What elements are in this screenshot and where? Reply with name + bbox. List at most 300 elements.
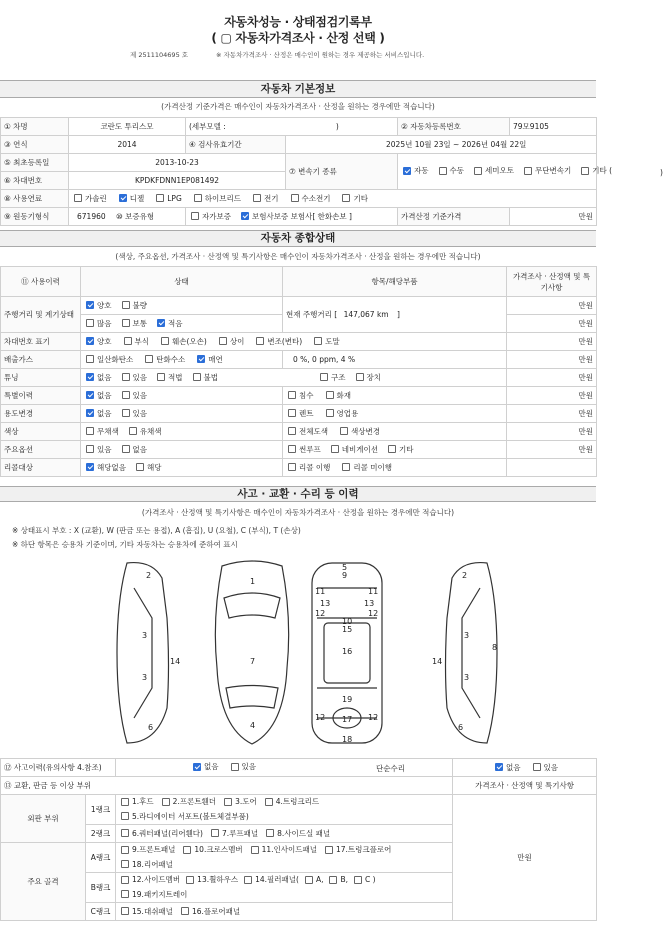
checkbox-17-트렁크플로어[interactable] [323, 843, 391, 856]
empty-box-icon[interactable] [121, 907, 129, 915]
checkbox-label: 19.패키지트레이 [132, 889, 188, 899]
checkbox-수동[interactable] [437, 164, 465, 178]
dn-2b: 2 [462, 571, 468, 580]
empty-box-icon[interactable] [266, 829, 274, 837]
empty-box-icon[interactable] [156, 194, 164, 202]
dn-12b: 12 [368, 609, 379, 618]
checked-box-icon[interactable] [86, 337, 94, 345]
front-windshield [224, 593, 280, 618]
price-unit: 만원 [507, 369, 597, 387]
dn-15: 15 [342, 625, 353, 634]
mileage-label: 주행거리 및 계기상태 [1, 297, 81, 333]
checkbox-label: A, [315, 875, 324, 884]
price-unit: 만원 [507, 333, 597, 351]
legend-basis: ※ 하단 항목은 승용차 기준이며, 기타 자동차는 승용차에 준하여 표시 [12, 540, 238, 549]
vin-mark-label: 차대번호 표기 [1, 333, 81, 351]
dn-3b: 3 [142, 673, 148, 682]
checkbox-label: 7.루프패널 [221, 828, 259, 838]
mileage-value: 147,067 km [343, 310, 389, 319]
empty-box-icon[interactable] [288, 427, 296, 435]
empty-box-icon[interactable] [342, 194, 350, 202]
dn-12a: 12 [315, 609, 326, 618]
checkbox-label: 9.프론트패널 [132, 845, 176, 854]
status-table [0, 266, 597, 477]
checkbox-label: 많음 [97, 318, 112, 328]
price-unit: 만원 [507, 387, 597, 405]
checkbox-있음[interactable] [120, 408, 148, 419]
checkbox-해당없음[interactable] [84, 462, 126, 473]
checkbox-label: 없음 [97, 408, 112, 418]
col-usage: ⑪ 사용이력 [1, 267, 81, 297]
empty-box-icon[interactable] [524, 167, 532, 175]
checkbox-label: 해당 [146, 462, 162, 472]
empty-box-icon[interactable] [193, 373, 201, 381]
checkbox-label: 5.라디에이터 서포트(볼트체결부품) [132, 811, 249, 821]
inspection-value: 2025년 10월 23일 ~ 2026년 04월 22일 [286, 136, 597, 154]
checkbox-무채색[interactable] [84, 426, 119, 437]
dn-19: 19 [342, 695, 353, 704]
engine-label: ⑨ 원동기형식 [1, 208, 69, 226]
empty-box-icon[interactable] [305, 876, 313, 884]
checkbox-label: 13.휠하우스 [197, 875, 239, 884]
checkbox-10-크로스멤버[interactable] [181, 843, 242, 856]
checkbox-많음[interactable] [84, 318, 112, 329]
empty-box-icon[interactable] [288, 463, 296, 471]
price-unit: 만원 [510, 208, 597, 226]
empty-box-icon[interactable] [121, 846, 129, 854]
dn-8: 8 [492, 643, 498, 652]
checkbox-2-프론트휀더[interactable] [160, 795, 216, 808]
checkbox-하이브리드[interactable] [192, 193, 241, 204]
checkbox-리콜-이행[interactable] [286, 462, 330, 473]
checkbox-C[interactable] [352, 873, 376, 886]
checkbox-기타[interactable] [579, 164, 612, 178]
checkbox-3-도어[interactable] [222, 795, 257, 808]
checkbox-13-휠하우스[interactable] [184, 873, 238, 886]
checkbox-label: 6.쿼터패널(리어휀다) [132, 828, 203, 838]
checkbox-label: 1.후드 [132, 797, 154, 806]
accident-note: (가격조사 · 산정액 및 특기사항은 매수인이 자동차가격조사 · 산정을 원하는 경우에만 적습니다) [141, 508, 455, 517]
front-view-body [215, 561, 288, 744]
left-side-body [117, 563, 169, 743]
empty-box-icon[interactable] [124, 337, 132, 345]
checkbox-훼손-오손[interactable] [159, 336, 207, 347]
checkbox-일산화탄소[interactable] [84, 354, 133, 365]
mileage-value-cell [283, 297, 507, 333]
checkbox-label: 전체도색 [299, 426, 328, 436]
checkbox-label: 수소전기 [301, 193, 331, 203]
right-side-body [446, 563, 498, 743]
checkbox-유채색[interactable] [127, 426, 162, 437]
empty-box-icon[interactable] [211, 829, 219, 837]
empty-box-icon[interactable] [224, 798, 232, 806]
checkbox-8-사이드실-패널[interactable] [264, 828, 330, 839]
dn-3d: 3 [464, 673, 470, 682]
checkbox-12-사이드멤버[interactable] [119, 873, 180, 886]
checkbox-썬루프[interactable] [286, 444, 321, 455]
rank1-items [116, 795, 453, 825]
empty-box-icon[interactable] [121, 860, 129, 868]
empty-box-icon[interactable] [161, 337, 169, 345]
checkbox-탄화수소[interactable] [143, 354, 185, 365]
checkbox-label: 16.플로어패널 [191, 906, 241, 916]
checkbox-6-쿼터패널-리어휀다[interactable] [119, 828, 203, 839]
empty-box-icon[interactable] [251, 846, 259, 854]
checkbox-label: 있음 [132, 372, 147, 382]
empty-box-icon[interactable] [121, 798, 129, 806]
empty-box-icon[interactable] [231, 763, 239, 771]
checkbox-수소전기[interactable] [289, 193, 331, 204]
page-subtitle: ( ▢ 자동차가격조사 · 산정 선택 ) [211, 31, 385, 45]
fuel-options [69, 190, 597, 208]
checkbox-없음[interactable] [120, 444, 148, 455]
dn-10: 10 [342, 617, 353, 626]
checkbox-없음[interactable] [84, 390, 112, 401]
checkbox-label: 17.트렁크플로어 [335, 845, 392, 854]
empty-box-icon[interactable] [122, 301, 130, 309]
tuning-label: 튜닝 [1, 369, 81, 387]
checkbox-label: B, [340, 875, 348, 884]
dn-4: 4 [250, 721, 256, 730]
checkbox-label: 훼손(오손) [172, 336, 207, 346]
transmission-label: ⑦ 변속기 종류 [286, 154, 398, 190]
checkbox-label: 8.사이드실 패널 [277, 828, 331, 838]
accident-table [0, 758, 597, 921]
checkbox-label: 보험사보증 보험사[ 한화손보 ] [251, 211, 352, 221]
checkbox-label: 일산화탄소 [97, 354, 134, 364]
empty-box-icon[interactable] [533, 763, 541, 771]
dn-18: 18 [342, 735, 353, 744]
checked-box-icon[interactable] [86, 463, 94, 471]
checkbox-불량[interactable] [120, 300, 148, 311]
empty-box-icon[interactable] [256, 337, 264, 345]
empty-box-icon[interactable] [356, 373, 364, 381]
checkbox-상이[interactable] [217, 336, 245, 347]
car-name-label: ① 차명 [1, 118, 69, 136]
dn-11b: 11 [368, 587, 379, 596]
detail-model-label: (세부모델 : [189, 122, 226, 131]
checkbox-label: 없음 [132, 444, 147, 454]
checkbox-label: 11.인사이드패널 [261, 845, 317, 854]
checkbox-9-프론트패널[interactable] [119, 843, 175, 856]
empty-box-icon[interactable] [74, 194, 82, 202]
checkbox-기타[interactable] [386, 444, 414, 455]
empty-box-icon[interactable] [157, 373, 165, 381]
checkbox-전체도색[interactable] [286, 426, 328, 437]
main-options-items [283, 441, 507, 459]
checkbox-기타[interactable] [340, 193, 368, 204]
checkbox-label: 4.트렁크리드 [275, 797, 320, 806]
checkbox-label: 가솔린 [85, 193, 107, 203]
checkbox-label: 없음 [506, 762, 521, 772]
empty-box-icon[interactable] [122, 391, 130, 399]
checkbox-label: 있음 [241, 762, 257, 772]
empty-box-icon[interactable] [121, 829, 129, 837]
empty-box-icon[interactable] [314, 337, 322, 345]
checkbox-렌트[interactable] [286, 408, 314, 419]
dn-9: 9 [342, 571, 348, 580]
checkbox-label: 없음 [97, 390, 112, 400]
checkbox-A[interactable] [303, 873, 324, 886]
checked-box-icon[interactable] [403, 167, 411, 175]
empty-box-icon[interactable] [122, 445, 130, 453]
checked-box-icon[interactable] [495, 763, 503, 771]
empty-box-icon[interactable] [121, 890, 129, 898]
checkbox-label: 세미오토 [485, 165, 514, 175]
checkbox-label: 기타 [398, 444, 414, 454]
empty-box-icon[interactable] [191, 212, 199, 220]
checkbox-label: 적음 [168, 318, 183, 328]
exchange-label: ⑬ 교환, 판금 등 이상 부위 [1, 777, 453, 795]
checkbox-자동[interactable] [401, 164, 429, 178]
mileage-close: ] [397, 310, 400, 319]
checkbox-보통[interactable] [120, 318, 148, 329]
checkbox-label: 도말 [325, 336, 340, 346]
checked-box-icon[interactable] [197, 355, 205, 363]
checkbox-화재[interactable] [324, 390, 352, 401]
empty-box-icon[interactable] [145, 355, 153, 363]
checkbox-색상변경[interactable] [338, 426, 380, 437]
rank2-items [116, 825, 453, 843]
col-state: 상태 [81, 267, 283, 297]
empty-box-icon[interactable] [183, 846, 191, 854]
checkbox-label: 침수 [299, 390, 314, 400]
checkbox-가솔린[interactable] [72, 193, 107, 204]
left-side-windows [134, 588, 152, 718]
empty-box-icon[interactable] [288, 409, 296, 417]
checkbox-있음[interactable] [120, 372, 148, 383]
empty-box-icon[interactable] [86, 319, 94, 327]
checkbox-해당[interactable] [134, 462, 162, 473]
empty-box-icon[interactable] [121, 876, 129, 884]
checkbox-없음[interactable] [493, 762, 521, 773]
checked-box-icon[interactable] [86, 409, 94, 417]
checked-box-icon[interactable] [241, 212, 249, 220]
checkbox-1-후드[interactable] [119, 795, 154, 808]
price-label: 가격산정 기준가격 [398, 208, 510, 226]
empty-box-icon[interactable] [86, 427, 94, 435]
checkbox-16-플로어패널[interactable] [179, 906, 240, 917]
rankB-items [116, 873, 453, 903]
checkbox-label: 수동 [449, 165, 465, 175]
checked-box-icon[interactable] [86, 301, 94, 309]
empty-box-icon[interactable] [329, 876, 337, 884]
checkbox-5-라디에이터-서포트-볼트체결부품[interactable] [119, 810, 249, 823]
checked-box-icon[interactable] [86, 373, 94, 381]
checkbox-label: 18.리어패널 [132, 859, 173, 869]
dn-2a: 2 [146, 571, 152, 580]
checkbox-label: 3.도어 [235, 797, 257, 806]
dn-12c: 12 [315, 713, 326, 722]
empty-box-icon[interactable] [581, 167, 589, 175]
detail-model-close: ) [335, 122, 339, 131]
emission-options [81, 351, 283, 369]
checkbox-label: 보통 [132, 318, 147, 328]
checkbox-장치[interactable] [354, 372, 382, 383]
checkbox-label: 화재 [336, 390, 351, 400]
dn-5: 5 [342, 563, 348, 572]
checkbox-label: 탄화수소 [156, 354, 186, 364]
dn-3c: 3 [464, 631, 470, 640]
checkbox-15-대쉬패널[interactable] [119, 906, 173, 917]
checkbox-적법[interactable] [155, 372, 183, 383]
accident-cell [116, 759, 453, 777]
dn-11a: 11 [315, 587, 326, 596]
checkbox-14-필러패널[interactable] [242, 873, 299, 886]
checkbox-label: 전기 [264, 193, 279, 203]
checkbox-리콜-미이행[interactable] [340, 462, 392, 473]
checkbox-보험사보증-보험사-한화손보[interactable] [239, 211, 352, 222]
rear-windshield [226, 686, 278, 709]
checkbox-label: 양호 [97, 336, 112, 346]
empty-box-icon[interactable] [122, 373, 130, 381]
purpose-options [81, 405, 283, 423]
checkbox-label: 불량 [132, 300, 147, 310]
recall-price [507, 459, 597, 477]
checkbox-변조-변타[interactable] [254, 336, 302, 347]
checkbox-label: 불법 [203, 372, 218, 382]
checkbox-도말[interactable] [312, 336, 340, 347]
checkbox-있음[interactable] [229, 761, 257, 772]
checkbox-7-루프패널[interactable] [209, 828, 258, 839]
vin-label: ⑥ 차대번호 [1, 172, 69, 190]
checkbox-디젤[interactable] [117, 193, 145, 204]
checkbox-label: 자동 [414, 165, 429, 175]
empty-box-icon[interactable] [129, 427, 137, 435]
empty-box-icon[interactable] [181, 907, 189, 915]
color-label: 색상 [1, 423, 81, 441]
checkbox-label: 15.대쉬패널 [132, 906, 173, 916]
empty-box-icon[interactable] [325, 846, 333, 854]
empty-box-icon[interactable] [86, 355, 94, 363]
checkbox-세미오토[interactable] [472, 164, 514, 178]
rank1-label: 1랭크 [86, 795, 116, 825]
checkbox-자가보증[interactable] [189, 211, 231, 222]
empty-box-icon[interactable] [326, 409, 334, 417]
checkbox-있음[interactable] [84, 444, 112, 455]
empty-box-icon[interactable] [186, 876, 194, 884]
empty-box-icon[interactable] [388, 445, 396, 453]
empty-box-icon[interactable] [121, 812, 129, 820]
empty-box-icon[interactable] [340, 427, 348, 435]
empty-box-icon[interactable] [86, 445, 94, 453]
emission-values: 0 %, 0 ppm, 4 % [283, 351, 507, 369]
checkbox-label: 썬루프 [299, 444, 321, 454]
checkbox-매연[interactable] [195, 354, 223, 365]
empty-box-icon[interactable] [342, 463, 350, 471]
rankA-label: A랭크 [86, 843, 116, 873]
checked-box-icon[interactable] [86, 391, 94, 399]
empty-box-icon[interactable] [253, 194, 261, 202]
checkbox-label: 자가보증 [202, 211, 231, 221]
checkbox-적음[interactable] [155, 318, 183, 329]
empty-box-icon[interactable] [291, 194, 299, 202]
page-title: 자동차성능 · 상태점검기록부 [224, 15, 372, 29]
checkbox-label: C ) [364, 875, 376, 884]
reg-no-value: 79모9105 [510, 118, 597, 136]
checkbox-label: 있음 [543, 762, 559, 772]
rankC-items [116, 903, 453, 921]
checkbox-전기[interactable] [251, 193, 279, 204]
checkbox-label: 리콜 이행 [299, 462, 331, 472]
checkbox-label: 렌트 [299, 408, 314, 418]
empty-box-icon[interactable] [288, 445, 296, 453]
recall-options [81, 459, 283, 477]
empty-box-icon[interactable] [136, 463, 144, 471]
checkbox-label: 있음 [97, 444, 112, 454]
checked-box-icon[interactable] [119, 194, 127, 202]
recall-label: 리콜대상 [1, 459, 81, 477]
checkbox-양호[interactable] [84, 336, 112, 347]
empty-box-icon[interactable] [244, 876, 252, 884]
empty-box-icon[interactable] [439, 167, 447, 175]
year-value: 2014 [69, 136, 186, 154]
empty-box-icon[interactable] [265, 798, 273, 806]
checkbox-네비게이션[interactable] [329, 444, 378, 455]
empty-box-icon[interactable] [219, 337, 227, 345]
checked-box-icon[interactable] [193, 763, 201, 771]
mileage-text: 현재 주행거리 [ [286, 310, 338, 319]
empty-box-icon[interactable] [122, 409, 130, 417]
empty-box-icon[interactable] [122, 319, 130, 327]
dn-6b: 6 [458, 723, 464, 732]
checkbox-label: 장치 [366, 372, 381, 382]
checkbox-label: 적법 [168, 372, 183, 382]
empty-box-icon[interactable] [162, 798, 170, 806]
checkbox-영업용[interactable] [324, 408, 359, 419]
special-options [81, 387, 283, 405]
checked-box-icon[interactable] [157, 319, 165, 327]
checkbox-label: 없음 [97, 372, 112, 382]
checkbox-label: 2.프론트휀더 [172, 797, 217, 806]
checkbox-label: 무단변속기 [535, 165, 572, 175]
checkbox-4-트렁크리드[interactable] [263, 795, 319, 808]
checkbox-없음[interactable] [84, 372, 112, 383]
tuning-options [81, 369, 507, 387]
checkbox-LPG[interactable] [154, 194, 182, 203]
empty-box-icon[interactable] [288, 391, 296, 399]
checkbox-구조[interactable] [318, 372, 346, 383]
empty-box-icon[interactable] [331, 445, 339, 453]
empty-box-icon[interactable] [354, 876, 362, 884]
checkbox-무단변속기[interactable] [522, 164, 571, 178]
empty-box-icon[interactable] [320, 373, 328, 381]
col-price: 가격조사 · 산정액 및 특기사항 [507, 267, 597, 297]
checkbox-18-리어패널[interactable] [119, 858, 173, 871]
checkbox-없음[interactable] [191, 761, 219, 772]
empty-box-icon[interactable] [474, 167, 482, 175]
checkbox-B[interactable] [327, 873, 348, 886]
empty-box-icon[interactable] [194, 194, 202, 202]
checkbox-label: 무채색 [97, 426, 119, 436]
accident-label: ⑫ 사고이력(유의사항 4.참조) [1, 759, 116, 777]
checkbox-11-인사이드패널[interactable] [249, 843, 317, 856]
checkbox-부식[interactable] [122, 336, 150, 347]
checkbox-침수[interactable] [286, 390, 314, 401]
checkbox-없음[interactable] [84, 408, 112, 419]
checkbox-있음[interactable] [120, 390, 148, 401]
empty-box-icon[interactable] [326, 391, 334, 399]
basic-info-table [0, 117, 663, 226]
outer-label: 외판 부위 [1, 795, 86, 843]
checkbox-불법[interactable] [191, 372, 219, 383]
checkbox-label: 색상변경 [350, 426, 380, 436]
checkbox-19-패키지트레이[interactable] [119, 888, 187, 901]
checkbox-있음[interactable] [531, 762, 559, 773]
price-unit: 만원 [507, 423, 597, 441]
price-unit: 만원 [507, 297, 597, 315]
checkbox-양호[interactable] [84, 300, 112, 311]
